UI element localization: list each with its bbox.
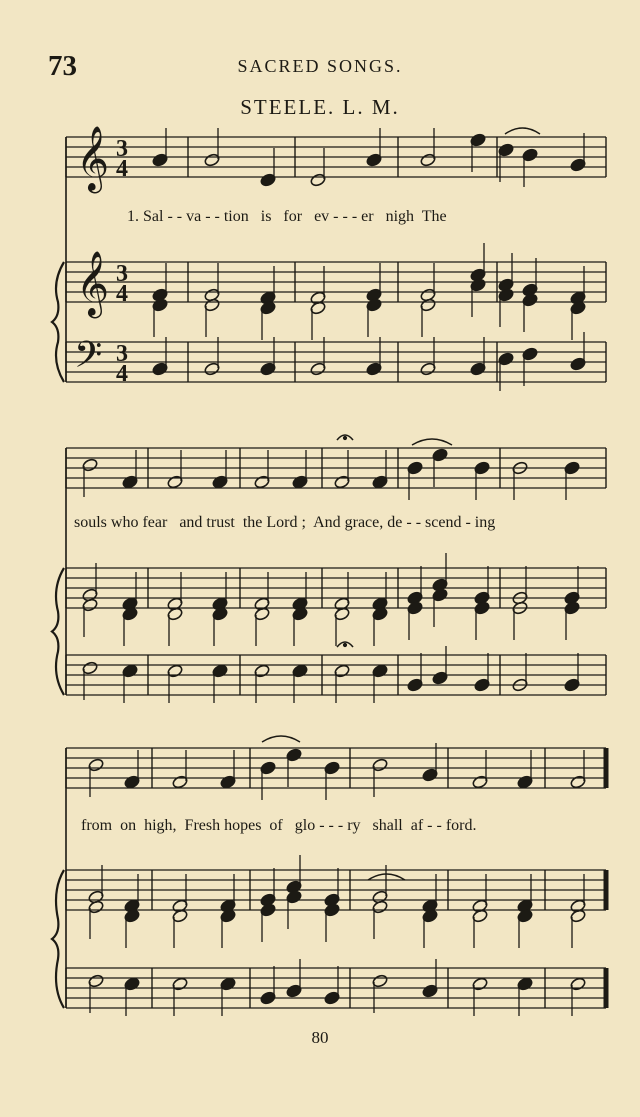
time-signature-bottom: 4 bbox=[116, 156, 128, 182]
treble-clef: 𝄞 bbox=[76, 251, 110, 316]
slur bbox=[412, 439, 452, 445]
tune-title: STEELE. L. M. bbox=[240, 95, 400, 119]
fermata-dot bbox=[343, 436, 346, 439]
slur bbox=[262, 736, 300, 742]
running-head: SACRED SONGS. bbox=[237, 56, 403, 76]
slur bbox=[505, 128, 540, 134]
treble-clef: 𝄞 bbox=[76, 126, 110, 191]
time-signature-top: 3 bbox=[116, 341, 128, 367]
system-brace bbox=[52, 262, 64, 382]
lyric-line-2: souls who fear and trust the Lord ; And grace, de - - scend - ing bbox=[74, 514, 496, 531]
lyric-line-1: 1. Sal - - va - - tion is for ev - - - er nigh The bbox=[127, 208, 447, 225]
footer-number: 80 bbox=[311, 1028, 329, 1047]
time-signature-bottom: 4 bbox=[116, 361, 128, 387]
time-signature-top: 3 bbox=[116, 261, 128, 287]
time-signature-top: 3 bbox=[116, 136, 128, 162]
time-signature-bottom: 4 bbox=[116, 281, 128, 307]
fermata-dot bbox=[343, 643, 346, 646]
system-brace bbox=[52, 568, 64, 695]
page-number: 73 bbox=[48, 50, 77, 82]
lyric-line-3: from on high, Fresh hopes of glo - - - ry shall af - - ford. bbox=[81, 817, 477, 834]
bass-clef: 𝄢 bbox=[74, 334, 103, 385]
system-brace bbox=[52, 870, 64, 1008]
